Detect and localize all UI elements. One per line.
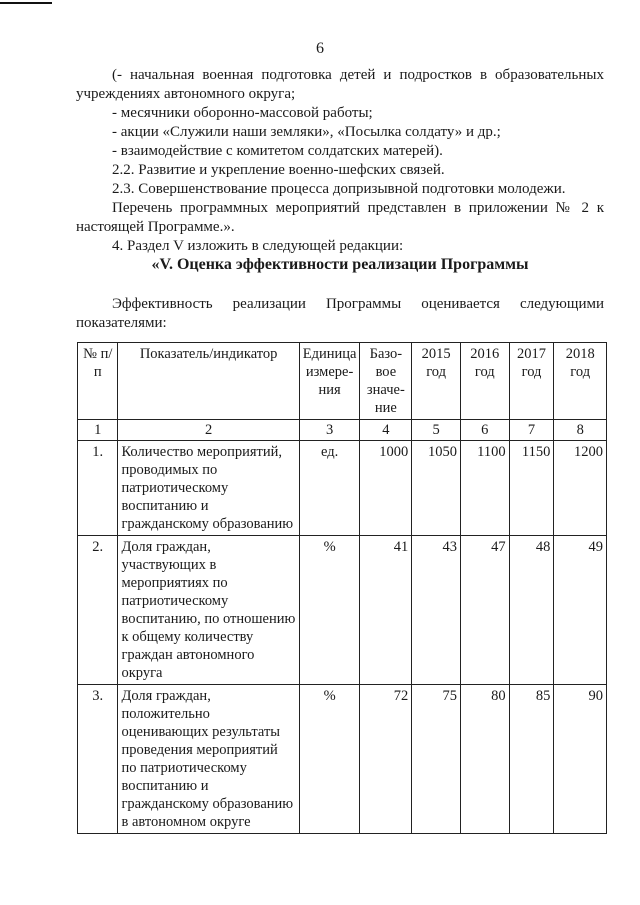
row-number: 1.	[78, 441, 118, 536]
row-value-2015: 1050	[412, 441, 461, 536]
intro-text: Эффективность реализации Программы оценивается следующими показателями:	[76, 296, 604, 331]
column-number-cell: 6	[460, 420, 509, 441]
table-row	[78, 441, 607, 536]
table-header-row	[78, 343, 607, 420]
row-value-2018: 1200	[554, 441, 607, 536]
intro-paragraph	[76, 295, 604, 333]
header-unit: Единица измере-ния	[299, 343, 360, 420]
row-value-2016: 80	[460, 685, 509, 834]
row-indicator: Доля граждан, участвующих в мероприятиях по патриотическому воспитанию, по отношению к общему количеству граждан автономного округа	[118, 536, 299, 685]
paragraph-list-appendix: Перечень программных мероприятий представлен в приложении № 2 к настоящей Программе.».	[76, 200, 604, 235]
paragraph-actions: - акции «Служили наши земляки», «Посылка солдату» и др.;	[112, 124, 501, 140]
row-indicator: Количество мероприятий, проводимых по патриотическому воспитанию и гражданскому образованию	[118, 441, 299, 536]
row-unit: %	[299, 685, 360, 834]
paragraph-section-v: 4. Раздел V изложить в следующей редакции:	[112, 238, 404, 254]
row-indicator: Доля граждан, положительно оценивающих результаты проведения мероприятий по патриотическому воспитанию и гражданскому образованию в автономном округе	[118, 685, 299, 834]
indicators-table	[77, 342, 607, 834]
header-indicator: Показатель/индикатор	[118, 343, 299, 420]
column-number-cell: 4	[360, 420, 412, 441]
page-number: 6	[316, 40, 324, 57]
column-number-cell: 3	[299, 420, 360, 441]
header-2015: 2015 год	[412, 343, 461, 420]
paragraph-2-3: 2.3. Совершенствование процесса допризывной подготовки молодежи.	[112, 181, 566, 197]
paragraph-months: - месячники оборонно-массовой работы;	[112, 105, 373, 121]
header-2017: 2017 год	[509, 343, 554, 420]
row-base-value: 41	[360, 536, 412, 685]
paragraph-2-2: 2.2. Развитие и укрепление военно-шефских связей.	[112, 162, 445, 178]
header-2016: 2016 год	[460, 343, 509, 420]
body-paragraphs	[76, 66, 604, 256]
row-value-2016: 1100	[460, 441, 509, 536]
column-number-cell: 2	[118, 420, 299, 441]
row-value-2015: 75	[412, 685, 461, 834]
header-2018: 2018 год	[554, 343, 607, 420]
row-base-value: 1000	[360, 441, 412, 536]
top-edge-rule	[0, 2, 52, 4]
column-number-cell: 7	[509, 420, 554, 441]
row-value-2018: 90	[554, 685, 607, 834]
row-value-2017: 85	[509, 685, 554, 834]
row-base-value: 72	[360, 685, 412, 834]
row-number: 3.	[78, 685, 118, 834]
paragraph-committee: - взаимодействие с комитетом солдатских матерей).	[112, 143, 443, 159]
row-value-2017: 48	[509, 536, 554, 685]
column-number-row	[78, 420, 607, 441]
row-value-2015: 43	[412, 536, 461, 685]
paragraph-training: (- начальная военная подготовка детей и подростков в образовательных учреждениях автономного округа;	[76, 67, 604, 102]
table-row	[78, 685, 607, 834]
row-value-2018: 49	[554, 536, 607, 685]
section-heading: «V. Оценка эффективности реализации Программы	[151, 256, 529, 273]
column-number-cell: 5	[412, 420, 461, 441]
row-value-2017: 1150	[509, 441, 554, 536]
row-value-2016: 47	[460, 536, 509, 685]
column-number-cell: 1	[78, 420, 118, 441]
column-number-cell: 8	[554, 420, 607, 441]
row-number: 2.	[78, 536, 118, 685]
row-unit: %	[299, 536, 360, 685]
header-base-value: Базо-вое значе-ние	[360, 343, 412, 420]
header-number: № п/п	[78, 343, 118, 420]
row-unit: ед.	[299, 441, 360, 536]
table-row	[78, 536, 607, 685]
